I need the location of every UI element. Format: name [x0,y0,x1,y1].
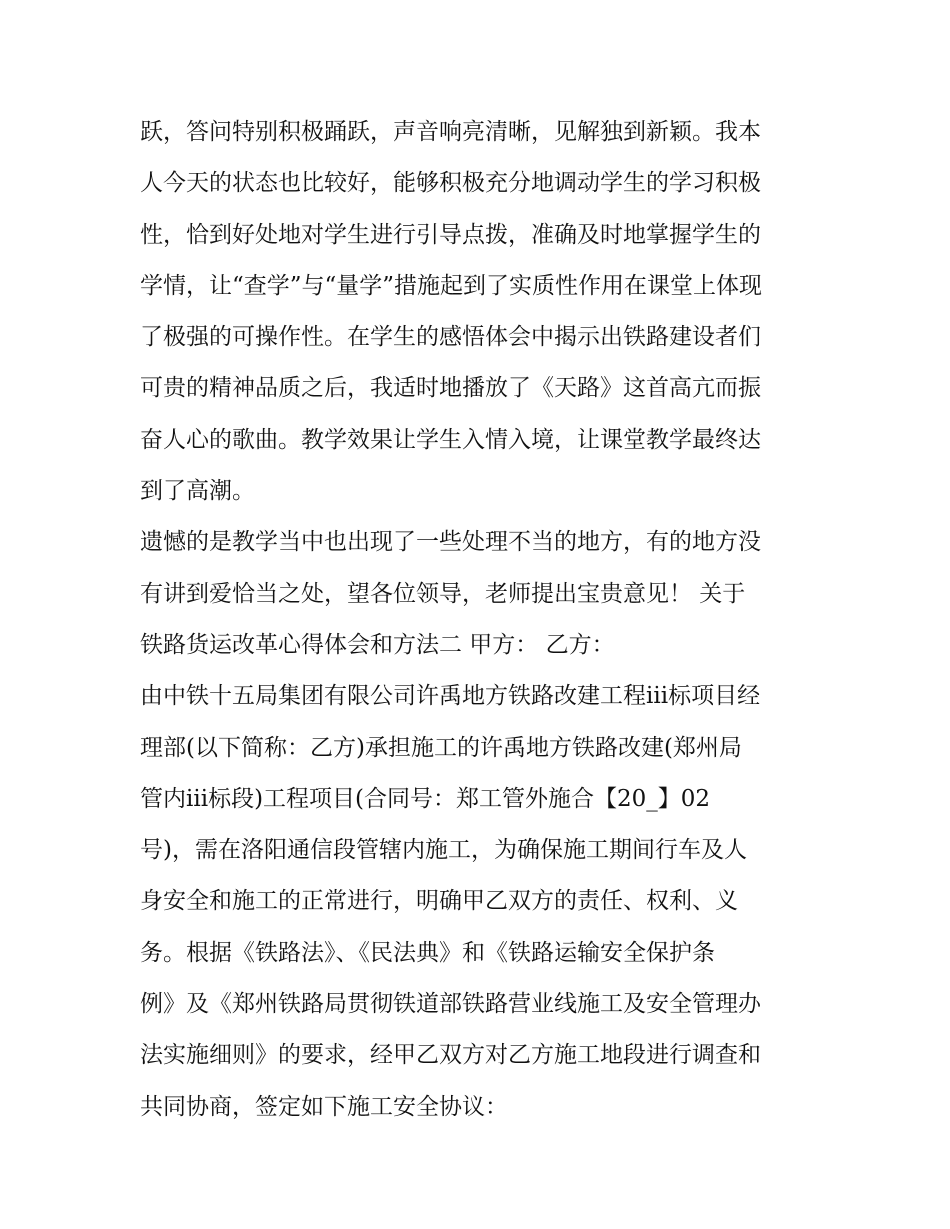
text-line: 理部(以下简称：乙方)承担施工的许禹地方铁路改建(郑州局 [140,734,742,761]
document-body [140,107,820,1133]
text-line: 法实施细则》的要求，经甲乙双方对乙方施工地段进行调查和 [140,1042,761,1069]
text-line: 了极强的可操作性。在学生的感悟体会中揭示出铁路建设者们 [140,324,761,351]
text-line: 铁路货运改革心得体会和方法二 甲方： 乙方： [140,631,615,658]
text-line: 到了高潮。 [140,478,255,505]
text-line: 有讲到爱恰当之处，望各位领导，老师提出宝贵意见！ 关于 [140,580,746,607]
text-line: 学情，让“查学”与“量学”措施起到了实质性作用在课堂上体现 [140,272,763,299]
text-line: 遗憾的是教学当中也出现了一些处理不当的地方，有的地方没 [140,529,761,556]
text-line: 号)，需在洛阳通信段管辖内施工，为确保施工期间行车及人 [140,837,747,864]
text-line: 管内iii标段)工程项目(合同号：郑工管外施合【20_】02 [140,785,711,812]
text-line: 性，恰到好处地对学生进行引导点拨，准确及时地掌握学生的 [140,221,761,248]
text-line: 共同协商，签定如下施工安全协议： [140,1093,508,1120]
text-line: 奋人心的歌曲。教学效果让学生入情入境，让课堂教学最终达 [140,426,761,453]
text-line: 身安全和施工的正常进行，明确甲乙双方的责任、权利、义 [140,888,738,915]
text-line: 可贵的精神品质之后，我适时地播放了《天路》这首高亢而振 [140,375,761,402]
text-line: 务。根据《铁路法》、《民法典》和《铁路运输安全保护条 [140,939,715,966]
text-line: 跃，答问特别积极踊跃，声音响亮清晰，见解独到新颖。我本 [140,119,761,145]
text-line: 人今天的状态也比较好，能够积极充分地调动学生的学习积极 [140,170,761,197]
text-line: 由中铁十五局集团有限公司许禹地方铁路改建工程iii标项目经 [140,683,761,710]
text-line: 例》及《郑州铁路局贯彻铁道部铁路营业线施工及安全管理办 [140,991,761,1018]
